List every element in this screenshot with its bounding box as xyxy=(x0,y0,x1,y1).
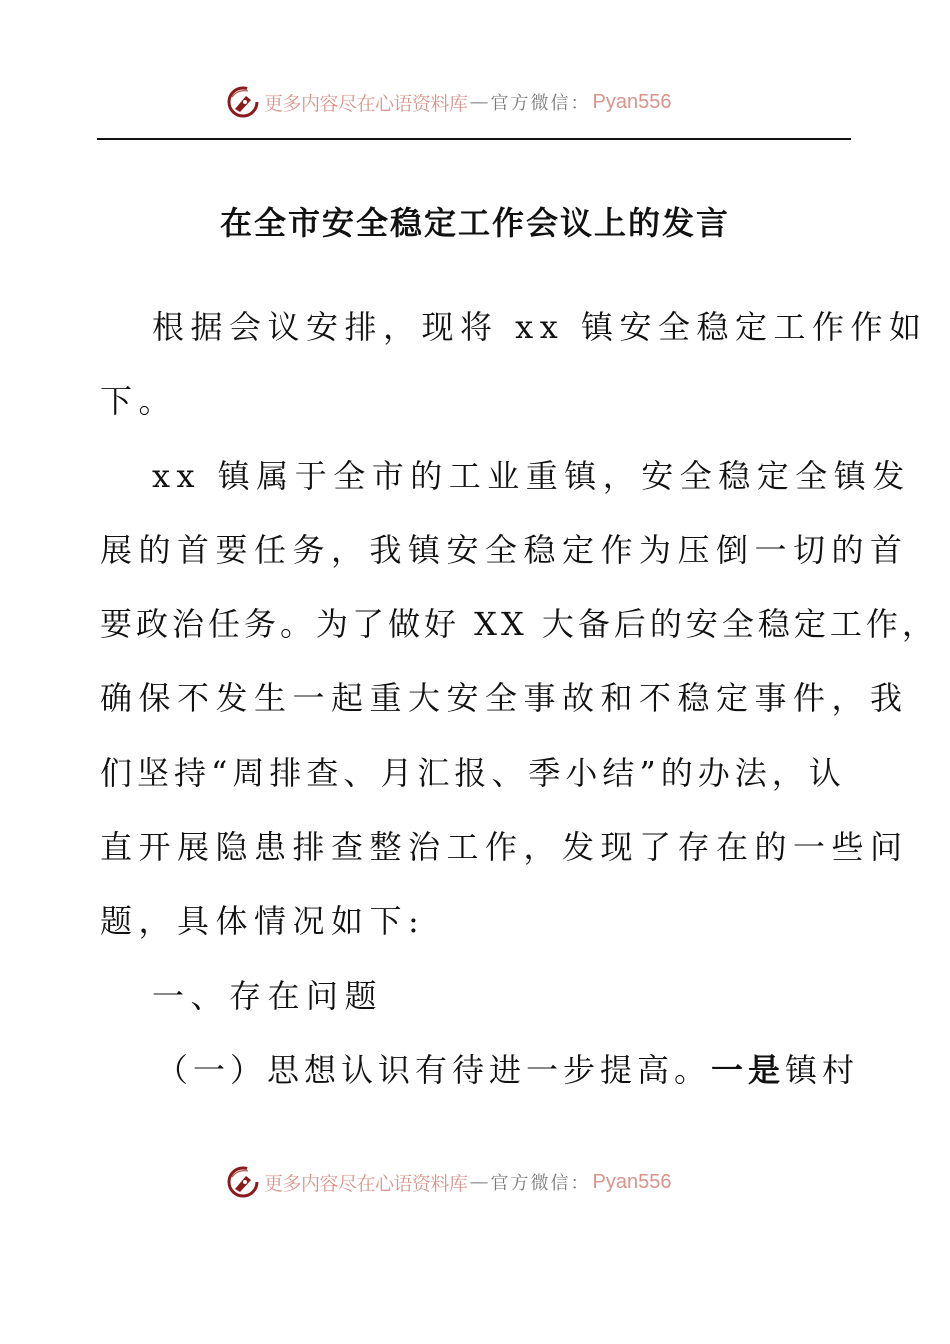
document-title: 在全市安全稳定工作会议上的发言 xyxy=(219,204,730,242)
subsection-heading-line xyxy=(100,1033,860,1107)
paragraph-line: 直开展隐患排查整治工作，发现了存在的一些问 xyxy=(100,828,909,867)
bold-emphasis: 一是 xyxy=(711,1050,786,1089)
paragraph-line: 展的首要任务，我镇安全稳定作为压倒一切的首 xyxy=(100,530,909,569)
paragraph-line: 确保不发生一起重大安全事故和不稳定事件，我 xyxy=(100,679,909,718)
paragraph-line: 题，具体情况如下: xyxy=(100,902,426,941)
header-watermark xyxy=(226,84,671,120)
watermark-dash: — xyxy=(469,91,489,113)
document-body xyxy=(100,290,938,1107)
paragraph-line: 们坚持“周排查、月汇报、季小结”的办法，认 xyxy=(100,753,846,792)
section-heading: 一、存在问题 xyxy=(152,976,384,1015)
paragraph-line: 根据会议安排，现将 xx 镇安全稳定工作作如 xyxy=(152,308,928,346)
subsection-heading-text: （一）思想认识有待进一步提高。 xyxy=(156,1050,712,1089)
watermark-wechat-id: Pyan556 xyxy=(592,90,672,113)
pen-nib-logo-icon xyxy=(226,85,260,119)
paragraph-line: xx 镇属于全市的工业重镇，安全稳定全镇发 xyxy=(152,456,911,495)
header-divider xyxy=(97,138,851,140)
watermark-main-text: 更多内容尽在心语资料库 xyxy=(264,1172,468,1195)
watermark-official-label: 官方微信： xyxy=(490,93,591,114)
subsection-tail: 镇村 xyxy=(785,1050,860,1089)
watermark-official-label: 官方微信： xyxy=(490,1173,591,1194)
paragraph-line: 下。 xyxy=(100,382,178,421)
footer-watermark xyxy=(226,1164,671,1200)
watermark-main-text: 更多内容尽在心语资料库 xyxy=(264,92,468,115)
watermark-wechat-id: Pyan556 xyxy=(592,1170,672,1193)
pen-nib-logo-icon xyxy=(226,1165,260,1199)
paragraph-line: 要政治任务。为了做好 XX 大备后的安全稳定工作， xyxy=(100,605,938,644)
watermark-dash: — xyxy=(469,1171,489,1193)
